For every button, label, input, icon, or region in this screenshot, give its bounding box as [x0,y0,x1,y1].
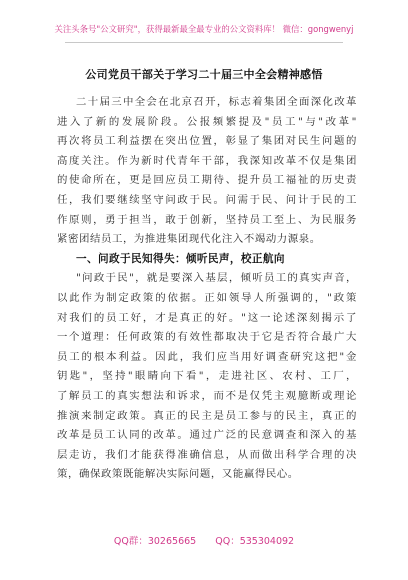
footer-contacts [0,533,408,547]
paragraph-line: "问政于民"，就是要深入基层，倾听员工的真实声音， [76,272,357,284]
paragraph-line: 的使命所在，更是回应员工期待、提升员工福祉的历史责 [57,174,357,186]
header-divider [65,42,343,43]
paragraph-line: 作原则，勇于担当，敢于创新，坚持员工至上、为民服务 [57,214,357,226]
paragraph-line: 任，我们要继续坚守问政于民。问需于民、问计于民的工 [57,194,357,206]
paragraph-line: 高度关注。作为新时代青年干部，我深知改革不仅是集团 [57,155,357,167]
paragraph-line: 策，确保政策既能解决实际问题，又能赢得民心。 [57,468,299,480]
paragraph-line: 层走访，我们才能获得准确信息，从而做出科学合理的决 [57,449,357,461]
paragraph-line: 钥匙"，坚持"眼睛向下看"，走进社区、农村、工厂， [57,370,357,382]
paragraph-line: 紧密团结员工，为推进集团现代化注入不竭动力源泉。 [57,233,321,245]
paragraph-line: 再次将员工利益摆在突出位置，彰显了集团对民生问题的 [57,135,357,147]
paragraph-line: 改革是员工认同的改革。通过广泛的民意调查和深入的基 [57,429,357,441]
footer-qq: QQ：535304092 [215,536,295,547]
document-title: 公司党员干部关于学习二十届三中全会精神感悟 [85,68,323,81]
paragraph-line: 推演来制定政策。真正的民主是员工参与的民主，真正的 [57,410,357,422]
paragraph-line: 了解员工的真实想法和诉求，而不是仅凭主观臆断或理论 [57,390,357,402]
footer-qq-group: QQ群：30265665 [113,536,197,547]
paragraph-line: 一个道理：任何政策的有效性都取决于它是否符合最广大 [57,331,357,343]
paragraph-line: 二十届三中全会在北京召开，标志着集团全面深化改革 [76,96,357,108]
paragraph-line: 进入了新的发展阶段。公报频繁提及"员工"与"改革" [57,116,357,128]
paragraph-line: 对我们的员工好，才是真正的好。"这一论述深刻揭示了 [57,312,357,324]
paragraph-line: 员工的根本利益。因此，我们应当用好调查研究这把"金 [57,351,357,363]
section-heading: 一、问政于民知得失：倾听民声，校正航向 [76,253,285,265]
header-notice: 关注头条号"公文研究"，获得最新最全最专业的公文资料库！ 微信：gongwenyj [54,24,354,34]
paragraph-line: 以此作为制定政策的依据。正如领导人所强调的，"政策 [57,292,357,304]
